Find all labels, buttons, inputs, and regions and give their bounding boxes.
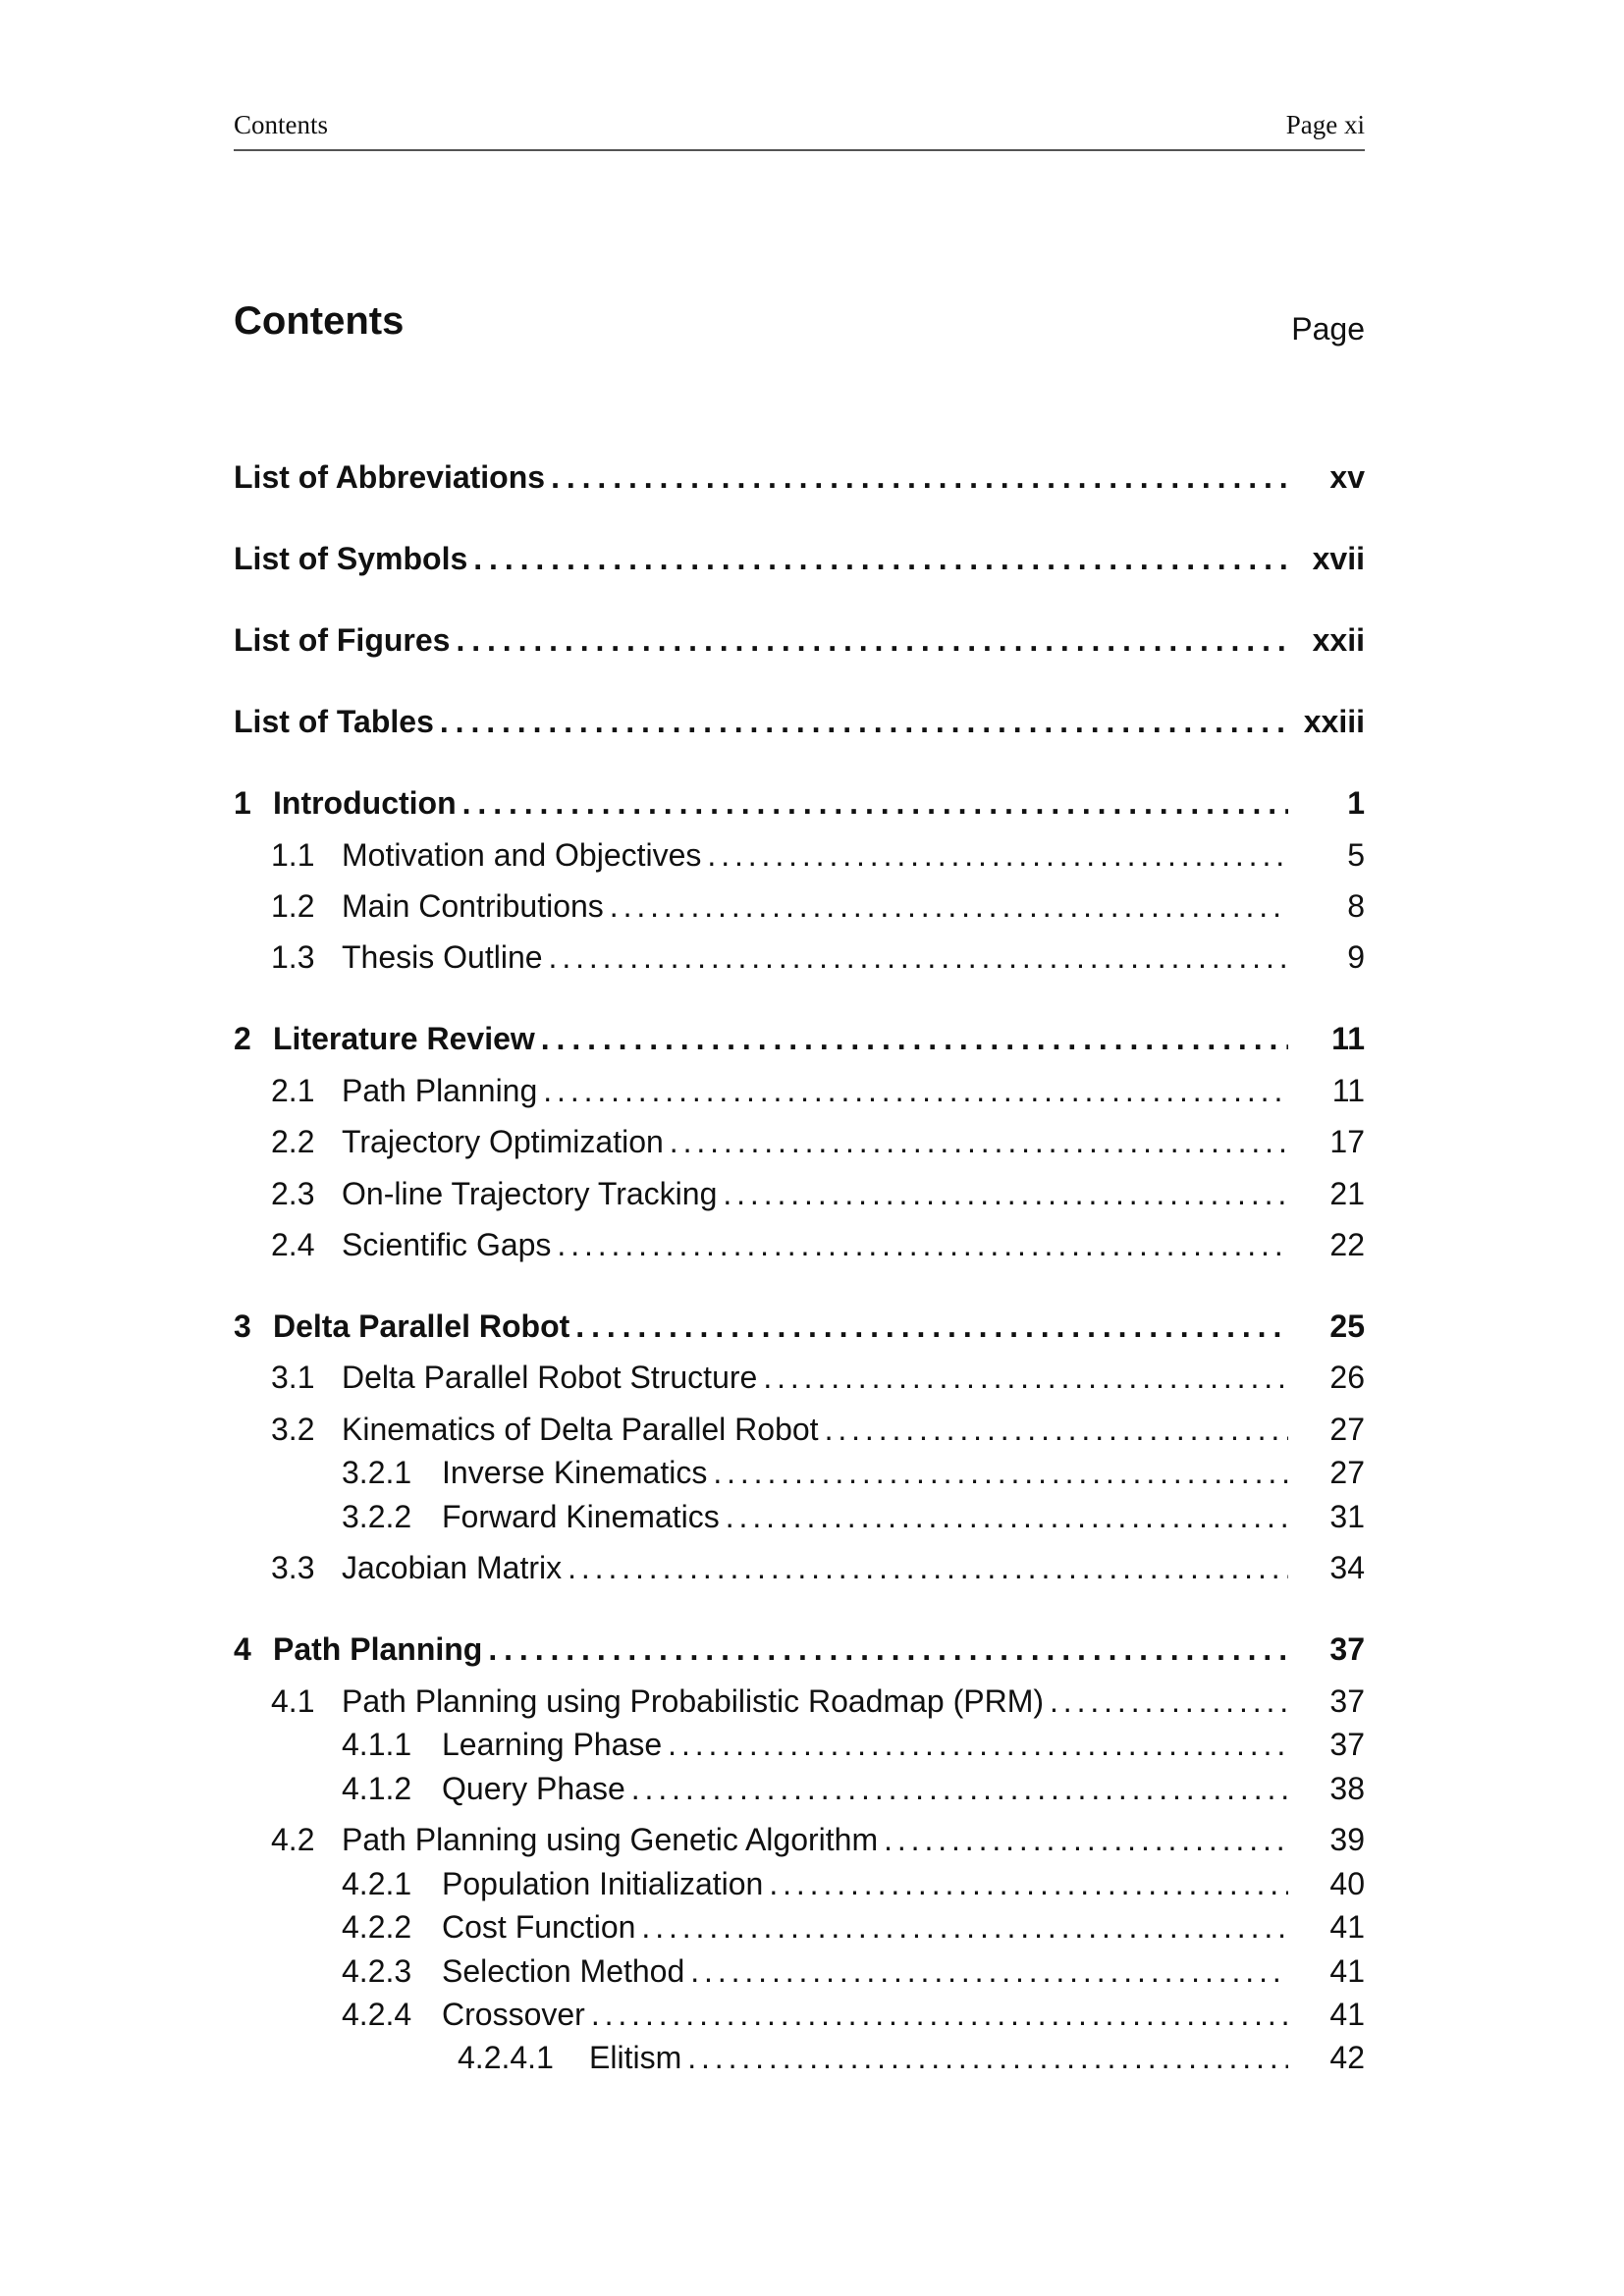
toc-chapter-entry[interactable] xyxy=(234,1307,1365,1346)
dot-leader xyxy=(690,1951,1288,1991)
dot-leader xyxy=(575,1307,1288,1346)
toc-section-entry[interactable] xyxy=(234,1951,1365,1991)
toc-entry-number: 2.3 xyxy=(271,1176,315,1211)
dot-leader xyxy=(884,1820,1288,1859)
dot-leader xyxy=(541,1019,1288,1058)
toc-entry-number: 2.4 xyxy=(271,1227,315,1262)
dot-leader xyxy=(687,2038,1288,2077)
toc-section-entry[interactable] xyxy=(234,1864,1365,1903)
toc-entry-number: 3.2.1 xyxy=(342,1455,412,1490)
toc-entry-page: 27 xyxy=(1329,1412,1365,1447)
toc-entry-title: Delta Parallel Robot Structure xyxy=(342,1360,758,1395)
toc-entry-page: xv xyxy=(1329,459,1365,495)
toc-entry-title: Main Contributions xyxy=(342,888,604,924)
toc-section-entry[interactable] xyxy=(234,1995,1365,2034)
toc-entry-title: Path Planning xyxy=(273,1631,483,1667)
toc-entry-page: xxii xyxy=(1312,622,1365,658)
toc-section-entry[interactable] xyxy=(234,1725,1365,1764)
toc-entry-title: Selection Method xyxy=(442,1953,685,1989)
dot-leader xyxy=(568,1548,1288,1587)
toc-entry-number: 1.3 xyxy=(271,939,315,975)
toc-section-entry[interactable] xyxy=(234,1453,1365,1492)
toc-entry-page: 11 xyxy=(1331,1073,1365,1108)
toc-entry-title: Path Planning using Probabilistic Roadmap (PRM) xyxy=(342,1683,1045,1719)
toc-section-entry[interactable] xyxy=(234,1225,1365,1264)
dot-leader xyxy=(670,1122,1288,1161)
toc-entry-title: Jacobian Matrix xyxy=(342,1550,563,1585)
toc-section-entry[interactable] xyxy=(234,1122,1365,1161)
dot-leader xyxy=(543,1071,1288,1110)
dot-leader xyxy=(763,1358,1288,1397)
toc-section-entry[interactable] xyxy=(234,886,1365,926)
toc-entry-number: 3 xyxy=(234,1308,251,1344)
toc-chapter-entry[interactable] xyxy=(234,702,1365,741)
toc-section-entry[interactable] xyxy=(234,1174,1365,1213)
toc-section-entry[interactable] xyxy=(234,937,1365,977)
header-section-title: Contents xyxy=(234,110,329,139)
toc-entry-page: 37 xyxy=(1329,1683,1365,1719)
toc-section-entry[interactable] xyxy=(234,1907,1365,1947)
dot-leader xyxy=(825,1410,1288,1449)
toc-section-entry[interactable] xyxy=(234,1769,1365,1808)
toc-entry-page: 17 xyxy=(1329,1124,1365,1159)
toc-entry-title: Kinematics of Delta Parallel Robot xyxy=(342,1412,819,1447)
toc-section-entry[interactable] xyxy=(234,2038,1365,2077)
dot-leader xyxy=(631,1769,1288,1808)
toc-entry-number: 4.2 xyxy=(271,1822,315,1857)
toc-entry-page: 5 xyxy=(1347,837,1365,873)
toc-entry-title: Thesis Outline xyxy=(342,939,543,975)
dot-leader xyxy=(557,1225,1288,1264)
dot-leader xyxy=(769,1864,1288,1903)
toc-entry-title: Population Initialization xyxy=(442,1866,764,1901)
toc-entry-title: List of Figures xyxy=(234,622,451,658)
toc-chapter-entry[interactable] xyxy=(234,457,1365,497)
toc-entry-page: 1 xyxy=(1347,785,1365,821)
toc-chapter-entry[interactable] xyxy=(234,620,1365,660)
toc-entry-title: List of Abbreviations xyxy=(234,459,546,495)
dot-leader xyxy=(551,457,1288,497)
toc-entry-title: Delta Parallel Robot xyxy=(273,1308,570,1344)
toc-entry-page: 21 xyxy=(1329,1176,1365,1211)
toc-entry-page: 25 xyxy=(1329,1308,1365,1344)
toc-entry-title: List of Tables xyxy=(234,704,434,739)
toc-entry-number: 4.2.4 xyxy=(342,1997,412,2032)
toc-entry-page: 41 xyxy=(1329,1997,1365,2032)
toc-entry-number: 2.2 xyxy=(271,1124,315,1159)
toc-section-entry[interactable] xyxy=(234,835,1365,875)
toc-section-entry[interactable] xyxy=(234,1820,1365,1859)
dot-leader xyxy=(488,1629,1288,1669)
toc-entry-number: 1 xyxy=(234,785,251,821)
dot-leader xyxy=(440,702,1288,741)
dot-leader xyxy=(726,1497,1288,1536)
toc-section-entry[interactable] xyxy=(234,1358,1365,1397)
toc-section-entry[interactable] xyxy=(234,1682,1365,1721)
toc-entry-page: 34 xyxy=(1329,1550,1365,1585)
toc-entry-number: 1.2 xyxy=(271,888,315,924)
toc-entry-page: 27 xyxy=(1329,1455,1365,1490)
toc-section-entry[interactable] xyxy=(234,1497,1365,1536)
toc-entry-number: 4.1.1 xyxy=(342,1727,412,1762)
toc-entry-number: 4.2.3 xyxy=(342,1953,412,1989)
dot-leader xyxy=(473,539,1288,578)
toc-entry-page: 37 xyxy=(1329,1727,1365,1762)
toc-entry-page: 38 xyxy=(1329,1771,1365,1806)
toc-entry-number: 2.1 xyxy=(271,1073,315,1108)
toc-entry-number: 3.1 xyxy=(271,1360,315,1395)
toc-entry-page: 8 xyxy=(1347,888,1365,924)
toc-entry-title: Elitism xyxy=(589,2040,682,2075)
toc-entry-title: Scientific Gaps xyxy=(342,1227,552,1262)
toc-entry-title: Forward Kinematics xyxy=(442,1499,720,1534)
toc-entry-title: Introduction xyxy=(273,785,457,821)
toc-entry-title: Learning Phase xyxy=(442,1727,663,1762)
dot-leader xyxy=(456,620,1288,660)
running-header xyxy=(234,110,1365,151)
toc-chapter-entry[interactable] xyxy=(234,783,1365,823)
toc-entry-title: Path Planning using Genetic Algorithm xyxy=(342,1822,879,1857)
toc-entry-number: 3.3 xyxy=(271,1550,315,1585)
toc-chapter-entry[interactable] xyxy=(234,1629,1365,1669)
toc-entry-title: Inverse Kinematics xyxy=(442,1455,708,1490)
toc-chapter-entry[interactable] xyxy=(234,539,1365,578)
toc-entry-number: 4.1.2 xyxy=(342,1771,412,1806)
toc-entry-page: 42 xyxy=(1329,2040,1365,2075)
toc-section-entry[interactable] xyxy=(234,1071,1365,1110)
toc-entry-page: 26 xyxy=(1329,1360,1365,1395)
toc-entry-number: 4.2.1 xyxy=(342,1866,412,1901)
dot-leader xyxy=(610,886,1288,926)
toc-entry-title: On-line Trajectory Tracking xyxy=(342,1176,718,1211)
toc-entry-title: List of Symbols xyxy=(234,541,468,576)
toc-entry-page: 40 xyxy=(1329,1866,1365,1901)
dot-leader xyxy=(462,783,1288,823)
dot-leader xyxy=(591,1995,1288,2034)
toc-entry-number: 4.1 xyxy=(271,1683,315,1719)
toc-entry-number: 2 xyxy=(234,1021,251,1056)
toc-entry-title: Path Planning xyxy=(342,1073,538,1108)
toc-entry-page: 39 xyxy=(1329,1822,1365,1857)
dot-leader xyxy=(707,835,1288,875)
toc-entry-number: 4 xyxy=(234,1631,251,1667)
toc-entry-number: 4.2.2 xyxy=(342,1909,412,1945)
toc-entry-page: 41 xyxy=(1329,1953,1365,1989)
toc-entry-page: 41 xyxy=(1329,1909,1365,1945)
toc-entry-title: Literature Review xyxy=(273,1021,535,1056)
toc-entry-page: 37 xyxy=(1329,1631,1365,1667)
toc-entry-title: Query Phase xyxy=(442,1771,625,1806)
toc-entry-page: xxiii xyxy=(1303,704,1365,739)
toc-entry-number: 4.2.4.1 xyxy=(458,2040,554,2075)
header-page-number: Page xi xyxy=(1285,110,1365,139)
toc-entry-page: 31 xyxy=(1329,1499,1365,1534)
page-column-label: Page xyxy=(1291,311,1365,347)
toc-entry-page: xvii xyxy=(1312,541,1365,576)
dot-leader xyxy=(668,1725,1288,1764)
toc-entry-page: 22 xyxy=(1329,1227,1365,1262)
toc-entry-title: Motivation and Objectives xyxy=(342,837,702,873)
toc-title: Contents xyxy=(234,299,405,343)
dot-leader xyxy=(723,1174,1288,1213)
dot-leader xyxy=(1050,1682,1288,1721)
toc-section-entry[interactable] xyxy=(234,1548,1365,1587)
toc-entry-title: Trajectory Optimization xyxy=(342,1124,664,1159)
toc-section-entry[interactable] xyxy=(234,1410,1365,1449)
dot-leader xyxy=(713,1453,1288,1492)
toc-entry-page: 11 xyxy=(1331,1021,1365,1056)
toc-entry-number: 3.2.2 xyxy=(342,1499,412,1534)
toc-entry-title: Crossover xyxy=(442,1997,585,2032)
toc-chapter-entry[interactable] xyxy=(234,1019,1365,1058)
dot-leader xyxy=(549,937,1288,977)
toc-entry-number: 3.2 xyxy=(271,1412,315,1447)
dot-leader xyxy=(641,1907,1288,1947)
toc-entry-number: 1.1 xyxy=(271,837,315,873)
toc-entry-title: Cost Function xyxy=(442,1909,636,1945)
toc-entry-page: 9 xyxy=(1347,939,1365,975)
